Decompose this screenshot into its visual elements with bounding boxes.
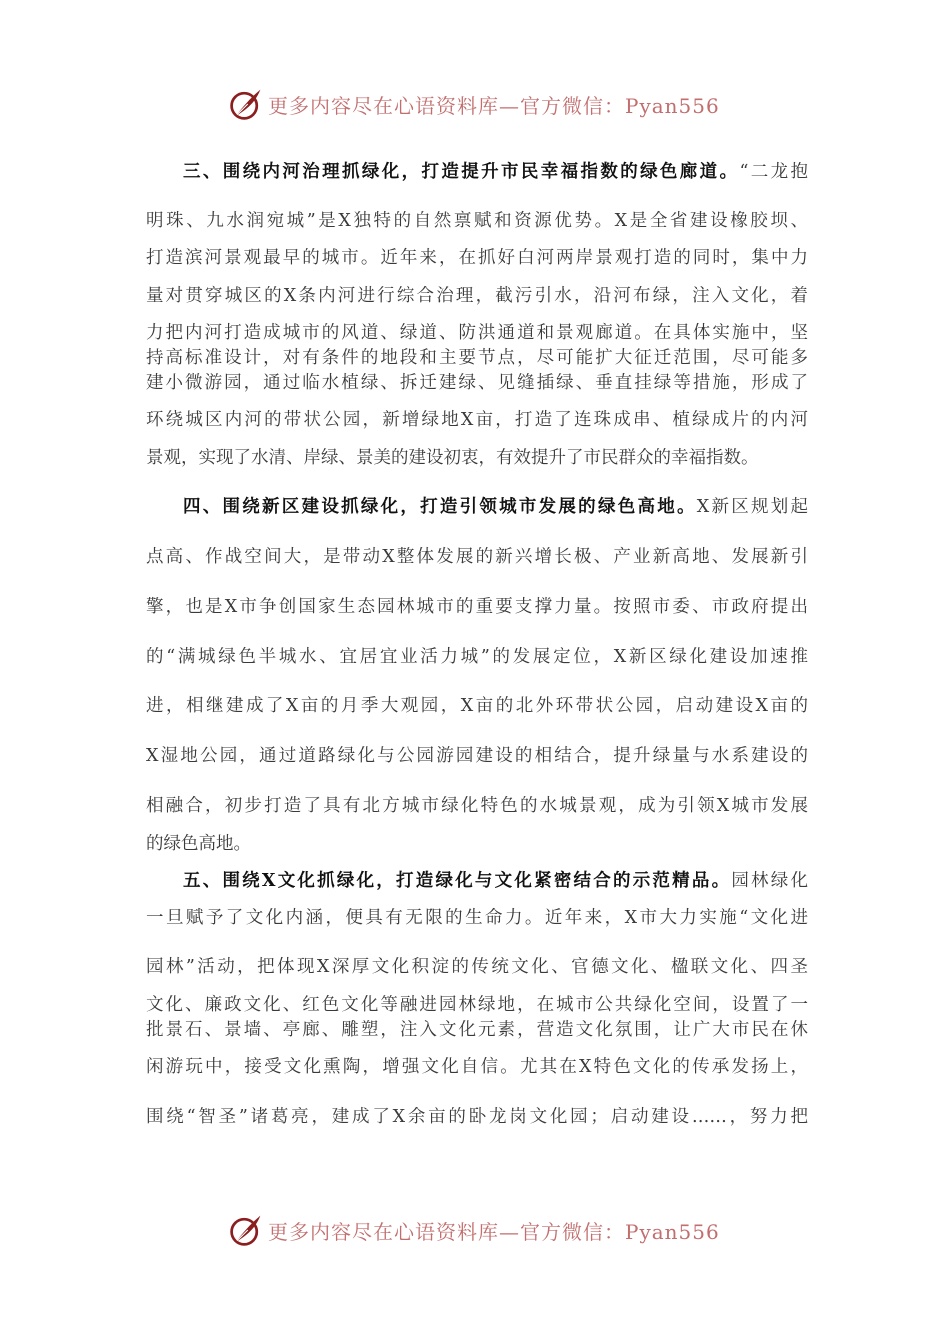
- text-line: 一旦赋予了文化内涵，便具有无限的生命力。近年来，X市大力实施“文化进: [146, 908, 808, 928]
- text-line: 点高、作战空间大，是带动X整体发展的新兴增长极、产业新高地、发展新引: [146, 547, 808, 567]
- text-line: 持高标准设计，对有条件的地段和主要节点，尽可能扩大征迁范围，尽可能多: [146, 348, 808, 368]
- footer-banner: [228, 1210, 720, 1250]
- quill-pen-logo-icon: [228, 86, 264, 122]
- section-3-heading: 三、围绕内河治理抓绿化，打造提升市民幸福指数的绿色廊道。: [183, 162, 740, 182]
- text-line: 园林”活动，把体现X深厚文化积淀的传统文化、官德文化、楹联文化、四圣: [146, 957, 808, 977]
- section-4-first-line: 四、围绕新区建设抓绿化，打造引领城市发展的绿色高地。X新区规划起: [183, 497, 808, 517]
- text-line: 进，相继建成了X亩的月季大观园，X亩的北外环带状公园，启动建设X亩的: [146, 696, 808, 716]
- section-5-heading: 五、围绕X文化抓绿化，打造绿化与文化紧密结合的示范精品。: [183, 871, 732, 891]
- text-line: 的绿色高地。: [146, 834, 251, 854]
- section-3-first-line: 三、围绕内河治理抓绿化，打造提升市民幸福指数的绿色廊道。“二龙抱: [183, 162, 808, 182]
- text-line: 批景石、景墙、亭廊、雕塑，注入文化元素，营造文化氛围，让广大市民在休: [146, 1020, 808, 1040]
- text-line: X湿地公园，通过道路绿化与公园游园建设的相结合，提升绿量与水系建设的: [146, 746, 808, 766]
- text-line: 明珠、九水润宛城”是X独特的自然禀赋和资源优势。X是全省建设橡胶坝、: [146, 211, 808, 231]
- text-line: 闲游玩中，接受文化熏陶，增强文化自信。尤其在X特色文化的传承发扬上，: [146, 1057, 808, 1077]
- text-line: 建小微游园，通过临水植绿、拆迁建绿、见缝插绿、垂直挂绿等措施，形成了: [146, 373, 808, 393]
- text-line: 力把内河打造成城市的风道、绿道、防洪通道和景观廊道。在具体实施中，坚: [146, 323, 808, 343]
- text-line: 打造滨河景观最早的城市。近年来，在抓好白河两岸景观打造的同时，集中力: [146, 248, 808, 268]
- text-line: 文化、廉政文化、红色文化等融进园林绿地，在城市公共绿化空间，设置了一: [146, 995, 808, 1015]
- section-4-heading: 四、围绕新区建设抓绿化，打造引领城市发展的绿色高地。: [183, 497, 697, 517]
- text-line: 环绕城区内河的带状公园，新增绿地X亩，打造了连珠成串、植绿成片的内河: [146, 410, 808, 430]
- section-5-first-line: 五、围绕X文化抓绿化，打造绿化与文化紧密结合的示范精品。园林绿化: [183, 871, 808, 891]
- text-line: 相融合，初步打造了具有北方城市绿化特色的水城景观，成为引领X城市发展: [146, 796, 808, 816]
- text-line: 景观，实现了水清、岸绿、景美的建设初衷，有效提升了市民群众的幸福指数。: [146, 448, 759, 468]
- header-banner: [228, 84, 720, 124]
- text-line: 量对贯穿城区的X条内河进行综合治理，截污引水，沿河布绿，注入文化，着: [146, 286, 808, 306]
- footer-banner-text: 更多内容尽在心语资料库—官方微信：Pyan556: [268, 1219, 720, 1244]
- text-line: 的“满城绿色半城水、宜居宜业活力城”的发展定位，X新区绿化建设加速推: [146, 647, 808, 667]
- quill-pen-logo-icon: [228, 1212, 264, 1248]
- text-line: 擎，也是X市争创国家生态园林城市的重要支撑力量。按照市委、市政府提出: [146, 597, 808, 617]
- header-banner-text: 更多内容尽在心语资料库—官方微信：Pyan556: [268, 93, 720, 118]
- text-line: 围绕“智圣”诸葛亮，建成了X余亩的卧龙岗文化园；启动建设……，努力把: [146, 1107, 808, 1127]
